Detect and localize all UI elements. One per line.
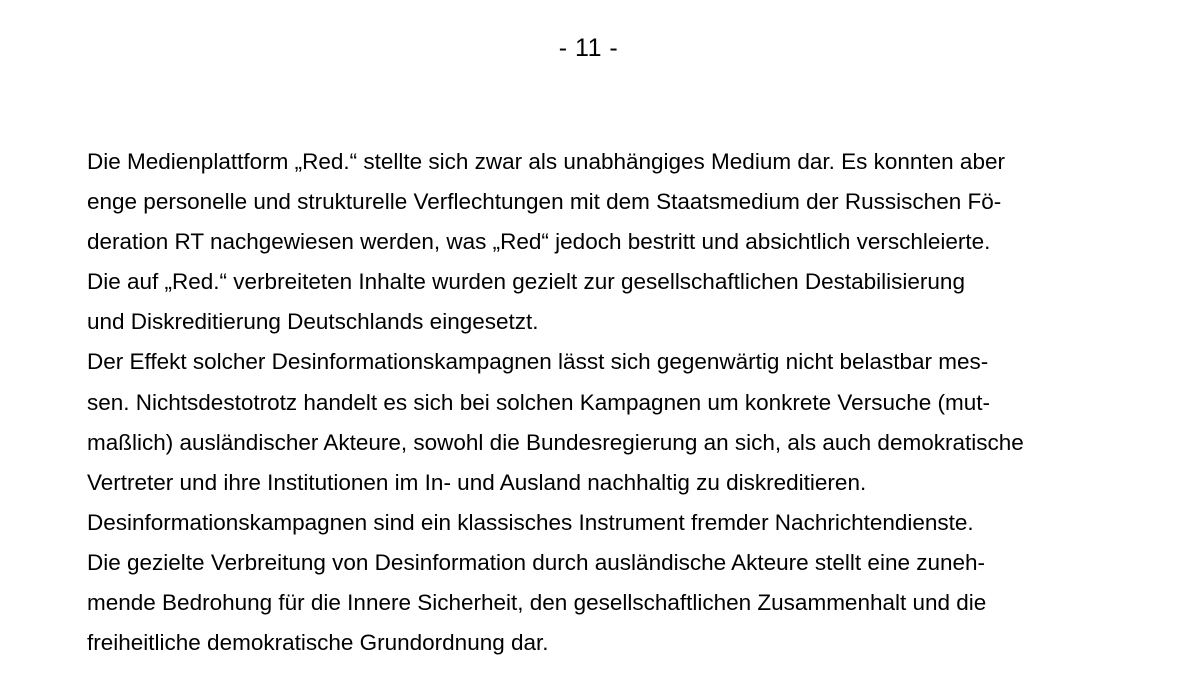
text-line: mende Bedrohung für die Innere Sicherheit, den gesellschaftlichen Zusammenhalt und die xyxy=(87,590,987,616)
page-number: - 11 - xyxy=(558,34,619,62)
text-line: deration RT nachgewiesen werden, was „Red“ jedoch bestritt und absichtlich verschleierte. xyxy=(87,229,991,255)
text-line: Vertreter und ihre Institutionen im In- und Ausland nachhaltig zu diskreditieren. xyxy=(87,469,867,495)
text-line: freiheitliche demokratische Grundordnung dar. xyxy=(87,630,549,656)
text-line: Die Medienplattform „Red.“ stellte sich zwar als unabhängiges Medium dar. Es konnten aber xyxy=(87,149,1005,174)
text-line: Desinformationskampagnen sind ein klassisches Instrument fremder Nachrichtendienste. xyxy=(87,509,974,535)
text-line: Die auf „Red.“ verbreiteten Inhalte wurden gezielt zur gesellschaftlichen Destabilisierung xyxy=(87,269,965,295)
text-line: enge personelle und strukturelle Verflechtungen mit dem Staatsmedium der Russischen Fö- xyxy=(87,189,1002,215)
document-body xyxy=(87,142,1117,663)
text-line: maßlich) ausländischer Akteure, sowohl die Bundesregierung an sich, als auch demokratische xyxy=(87,429,1024,455)
text-line: Der Effekt solcher Desinformationskampagnen lässt sich gegenwärtig nicht belastbar mes- xyxy=(87,349,989,375)
text-line: sen. Nichtsdestotrotz handelt es sich bei solchen Kampagnen um konkrete Versuche (mut- xyxy=(87,389,990,415)
text-line: Die gezielte Verbreitung von Desinformation durch ausländische Akteure stellt eine zuneh- xyxy=(87,549,986,575)
text-line: und Diskreditierung Deutschlands eingesetzt. xyxy=(87,309,539,335)
